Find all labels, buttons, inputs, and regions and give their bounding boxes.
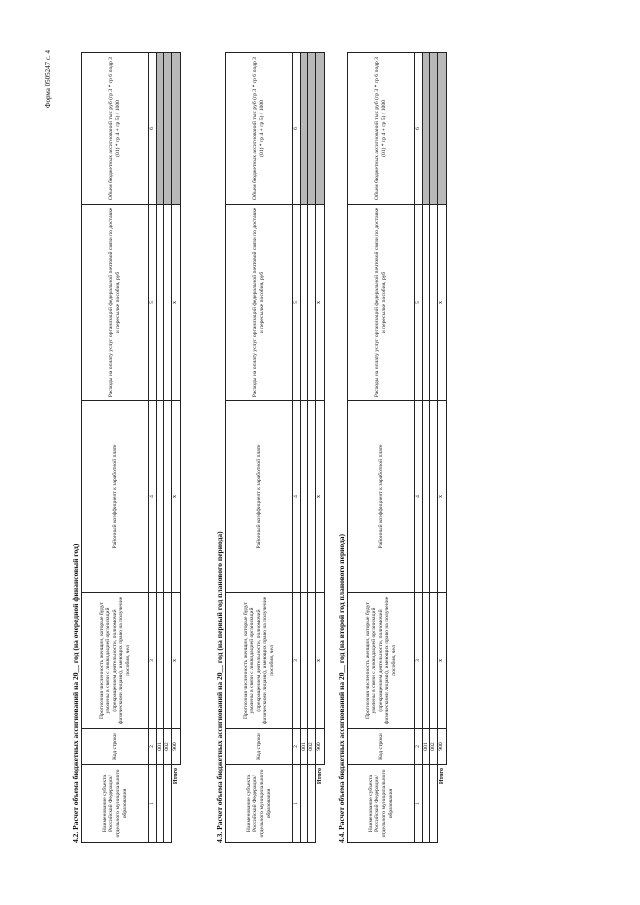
- cell-coef: [156, 401, 164, 593]
- table-row: [430, 53, 438, 843]
- calculation-table: [81, 52, 181, 843]
- table-row: [164, 53, 172, 843]
- table-row: [422, 53, 430, 843]
- section-4-2: [70, 53, 181, 843]
- col-number: 2: [149, 729, 157, 765]
- col-number: 6: [415, 53, 423, 205]
- header-coef: Районный коэффициент к заработной плате: [82, 401, 149, 593]
- total-row: [437, 53, 446, 843]
- col-number: 1: [293, 765, 301, 843]
- header-code: Код строки: [348, 729, 415, 765]
- col-number: 1: [149, 765, 157, 843]
- row-code: 002: [308, 729, 316, 765]
- row-code: 001: [422, 729, 430, 765]
- calculation-table: [225, 52, 325, 843]
- cell-forecast: [300, 593, 308, 729]
- cell-postal: [164, 205, 172, 401]
- section-title: 4.4. Расчет объема бюджетных ассигнований на 20__ год (на второй год планового периода): [337, 533, 346, 843]
- cell-postal: [300, 205, 308, 401]
- header-forecast: Прогнозная численность женщин, которые будут уволены в связи с ликвидацией организаций (прекращением деятельности, полномочий физическими лицами), имеющих право на получение пособия, чел: [82, 593, 149, 729]
- col-number: 3: [415, 593, 423, 729]
- total-label: Итого: [316, 768, 323, 785]
- row-code: 002: [164, 729, 172, 765]
- cell-forecast: [156, 593, 164, 729]
- cell-name: [156, 765, 164, 843]
- cell-forecast: [430, 593, 438, 729]
- row-code: 001: [156, 729, 164, 765]
- section-4-4: [336, 53, 447, 843]
- header-code: Код строки: [226, 729, 293, 765]
- total-volume: [171, 53, 180, 205]
- section-title: 4.3. Расчет объема бюджетных ассигнований на 20__ год (на первый год планового периода): [215, 531, 224, 843]
- cell-coef: [164, 401, 172, 593]
- cell-volume: [422, 53, 430, 205]
- cell-volume: [430, 53, 438, 205]
- cell-coef: [300, 401, 308, 593]
- cross-mark: x: [437, 401, 446, 593]
- cell-coef: [422, 401, 430, 593]
- cross-mark: x: [171, 593, 180, 729]
- table-row: [300, 53, 308, 843]
- cell-coef: [308, 401, 316, 593]
- header-code: Код строки: [82, 729, 149, 765]
- cell-forecast: [308, 593, 316, 729]
- header-postal: Расходы на оплату услуг организаций федеральной почтовой связи по доставке и пересылке пособия, руб: [226, 205, 293, 401]
- cell-name: [430, 765, 438, 843]
- total-code: 900: [437, 729, 446, 765]
- cell-postal: [156, 205, 164, 401]
- cross-mark: x: [171, 401, 180, 593]
- header-volume: Объем бюджетных ассигнований тыс руб (гр 3 * гр 6 подр 3 (01) * гр 4 + гр 5) / 1000: [348, 53, 415, 205]
- col-number: 1: [415, 765, 423, 843]
- cell-volume: [300, 53, 308, 205]
- table-row: [156, 53, 164, 843]
- total-row: [315, 53, 324, 843]
- cell-postal: [308, 205, 316, 401]
- col-number: 6: [293, 53, 301, 205]
- col-number: 5: [293, 205, 301, 401]
- cell-forecast: [164, 593, 172, 729]
- cell-postal: [430, 205, 438, 401]
- col-number: 4: [415, 401, 423, 593]
- header-postal: Расходы на оплату услуг организаций федеральной почтовой связи по доставке и пересылке пособия, руб: [348, 205, 415, 401]
- header-forecast: Прогнозная численность женщин, которые будут уволены в связи с ликвидацией организаций (прекращением деятельности, полномочий физическими лицами), имеющих право на получение пособия, чел: [226, 593, 293, 729]
- header-coef: Районный коэффициент к заработной плате: [226, 401, 293, 593]
- row-code: 002: [430, 729, 438, 765]
- cell-name: [164, 765, 172, 843]
- col-number: 6: [149, 53, 157, 205]
- cross-mark: x: [437, 593, 446, 729]
- cross-mark: x: [171, 205, 180, 401]
- col-number: 3: [149, 593, 157, 729]
- header-name: Наименование субъекта Российской Федерации/ отдельного муниципального образования: [226, 765, 293, 843]
- cell-name: [300, 765, 308, 843]
- total-code: 900: [171, 729, 180, 765]
- cross-mark: x: [315, 593, 324, 729]
- header-coef: Районный коэффициент к заработной плате: [348, 401, 415, 593]
- total-volume: [315, 53, 324, 205]
- col-number: 5: [415, 205, 423, 401]
- col-number: 4: [149, 401, 157, 593]
- header-forecast: Прогнозная численность женщин, которые будут уволены в связи с ликвидацией организаций (прекращением деятельности, полномочий физическими лицами), имеющих право на получение пособия, чел: [348, 593, 415, 729]
- total-volume: [437, 53, 446, 205]
- table-row: [308, 53, 316, 843]
- section-title: 4.2. Расчет объема бюджетных ассигнований на 20__ год (на очередной финансовый год): [71, 543, 80, 843]
- cell-name: [308, 765, 316, 843]
- cell-postal: [422, 205, 430, 401]
- header-postal: Расходы на оплату услуг организаций федеральной почтовой связи по доставке и пересылке пособия, руб: [82, 205, 149, 401]
- col-number: 3: [293, 593, 301, 729]
- total-code: 900: [315, 729, 324, 765]
- cell-coef: [430, 401, 438, 593]
- cross-mark: x: [437, 205, 446, 401]
- section-4-3: [214, 53, 325, 843]
- total-label: Итого: [438, 768, 445, 785]
- col-number: 2: [293, 729, 301, 765]
- form-label: Форма 0505247 с. 4: [44, 50, 52, 109]
- cell-forecast: [422, 593, 430, 729]
- row-code: 001: [300, 729, 308, 765]
- cell-volume: [308, 53, 316, 205]
- total-row: [171, 53, 180, 843]
- calculation-table: [347, 52, 447, 843]
- cross-mark: x: [315, 401, 324, 593]
- total-label: Итого: [172, 768, 179, 785]
- col-number: 4: [293, 401, 301, 593]
- col-number: 2: [415, 729, 423, 765]
- cell-volume: [156, 53, 164, 205]
- header-volume: Объем бюджетных ассигнований тыс руб (гр 3 * гр 6 подр 3 (01) * гр 4 + гр 5) / 1000: [82, 53, 149, 205]
- cell-name: [422, 765, 430, 843]
- header-name: Наименование субъекта Российской Федерации/ отдельного муниципального образования: [82, 765, 149, 843]
- cross-mark: x: [315, 205, 324, 401]
- col-number: 5: [149, 205, 157, 401]
- header-volume: Объем бюджетных ассигнований тыс руб (гр 3 * гр 6 подр 3 (01) * гр 4 + гр 5) / 1000: [226, 53, 293, 205]
- header-name: Наименование субъекта Российской Федерации/ отдельного муниципального образования: [348, 765, 415, 843]
- cell-volume: [164, 53, 172, 205]
